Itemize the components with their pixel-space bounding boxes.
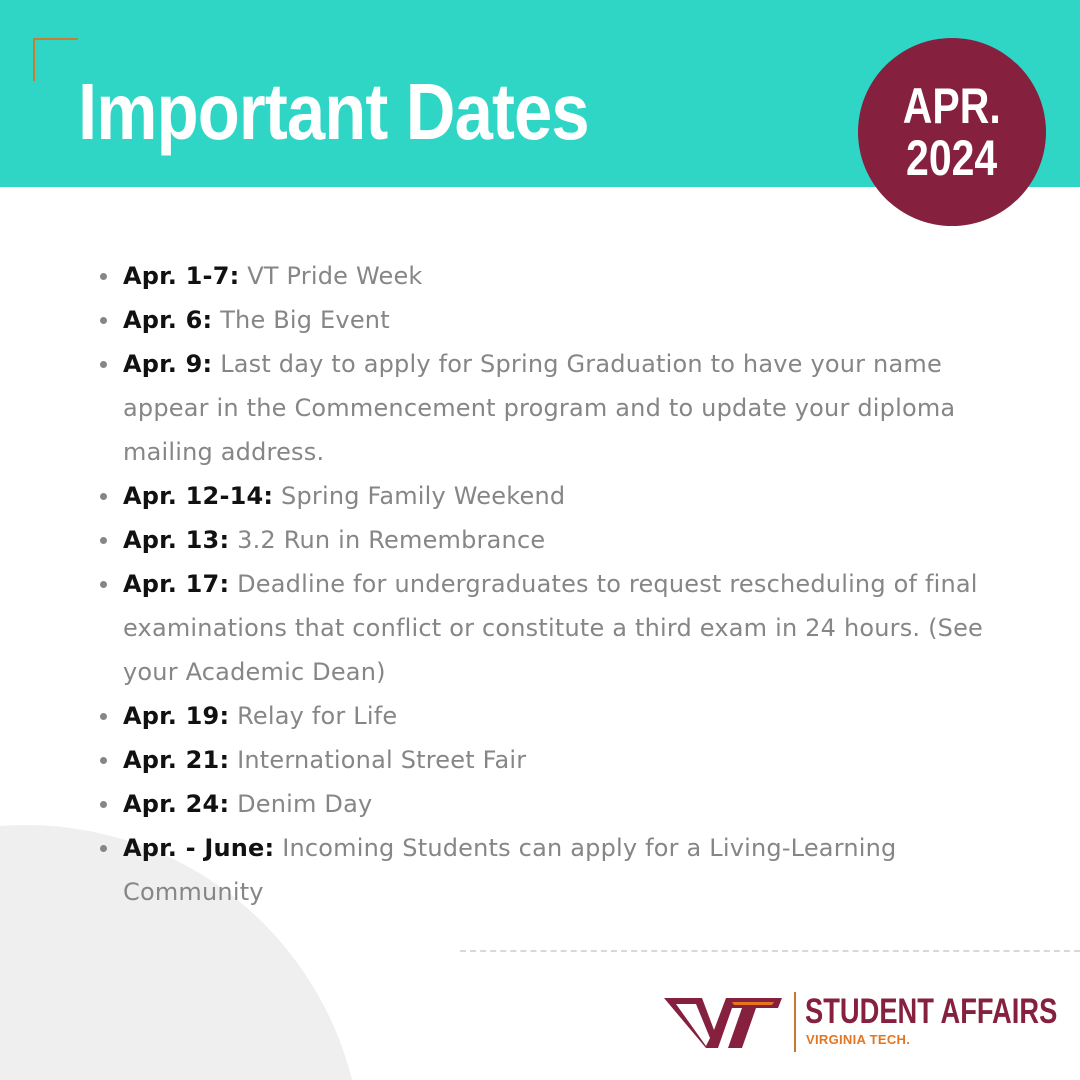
date-description: Deadline for undergraduates to request rescheduling of final examinations that conflict or constitute a third exam in 24 hours. (See your Academic Dean) — [123, 570, 984, 686]
page-title: Important Dates — [78, 67, 589, 156]
date-item — [100, 694, 1020, 738]
date-item — [100, 826, 1020, 914]
bullet-icon — [100, 273, 107, 280]
org-name: STUDENT AFFAIRS — [805, 992, 1058, 1031]
date-label: Apr. 21: — [123, 746, 230, 774]
bullet-icon — [100, 361, 107, 368]
date-description: 3.2 Run in Remembrance — [237, 526, 546, 554]
month-badge-month: APR. — [903, 78, 1001, 134]
bullet-icon — [100, 493, 107, 500]
date-label: Apr. 19: — [123, 702, 230, 730]
bullet-icon — [100, 845, 107, 852]
date-description: International Street Fair — [237, 746, 527, 774]
bullet-icon — [100, 801, 107, 808]
date-label: Apr. 17: — [123, 570, 230, 598]
date-label: Apr. 9: — [123, 350, 213, 378]
date-description: VT Pride Week — [247, 262, 423, 290]
bullet-icon — [100, 317, 107, 324]
date-item — [100, 298, 1020, 342]
org-subtitle: VIRGINIA TECH. — [806, 1032, 911, 1047]
month-badge-year: 2024 — [906, 130, 998, 186]
date-label: Apr. 1-7: — [123, 262, 240, 290]
dates-list — [100, 254, 1020, 914]
date-label: Apr. 6: — [123, 306, 213, 334]
date-item — [100, 474, 1020, 518]
date-description: Denim Day — [237, 790, 373, 818]
date-label: Apr. 24: — [123, 790, 230, 818]
date-item — [100, 342, 1020, 474]
corner-bracket-decoration — [33, 38, 78, 81]
bullet-icon — [100, 713, 107, 720]
month-badge — [858, 38, 1046, 226]
bullet-icon — [100, 537, 107, 544]
date-description: Incoming Students can apply for a Living-Learning Community — [123, 834, 897, 906]
date-label: Apr. 12-14: — [123, 482, 274, 510]
date-item — [100, 738, 1020, 782]
date-label: Apr. 13: — [123, 526, 230, 554]
bullet-icon — [100, 581, 107, 588]
date-description: The Big Event — [220, 306, 390, 334]
student-affairs-logo — [662, 990, 1058, 1055]
logo-separator — [794, 992, 796, 1052]
date-description: Relay for Life — [237, 702, 398, 730]
date-label: Apr. - June: — [123, 834, 275, 862]
date-description: Last day to apply for Spring Graduation to have your name appear in the Commencement program and to update your diploma mailing address. — [123, 350, 956, 466]
date-item — [100, 518, 1020, 562]
bullet-icon — [100, 757, 107, 764]
date-item — [100, 562, 1020, 694]
dashed-divider — [460, 950, 1080, 952]
date-item — [100, 254, 1020, 298]
date-description: Spring Family Weekend — [281, 482, 566, 510]
date-item — [100, 782, 1020, 826]
vt-logo-icon — [662, 994, 784, 1050]
